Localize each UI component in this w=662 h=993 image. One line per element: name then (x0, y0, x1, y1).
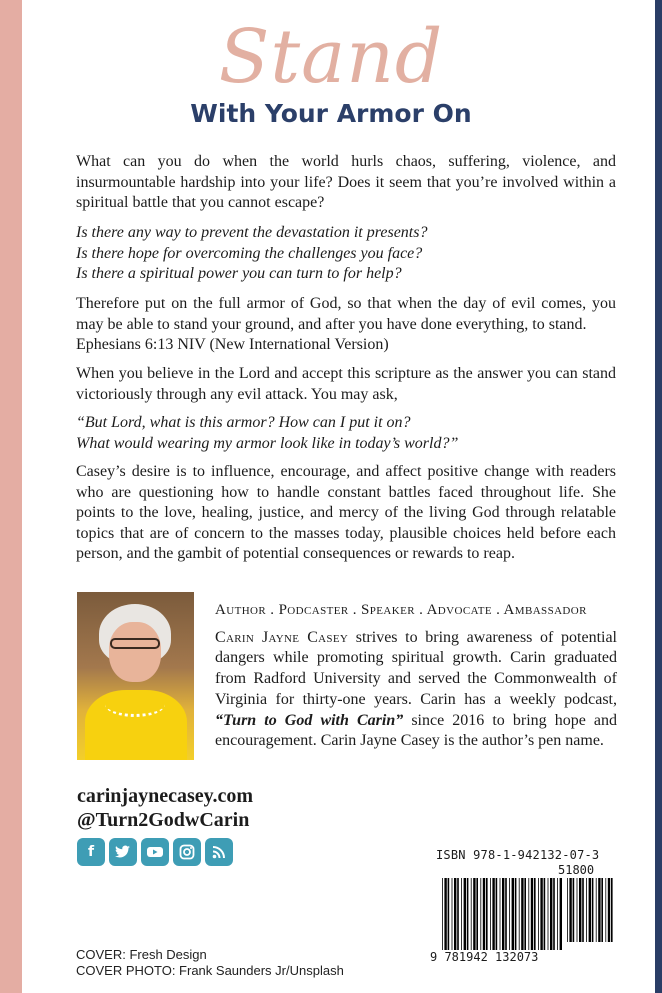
barcode-bar (444, 878, 446, 950)
barcode-bar (492, 878, 494, 950)
barcode-bar (505, 878, 507, 950)
barcode-bar (448, 878, 450, 950)
scripture-text: Therefore put on the full armor of God, so that when the day of evil comes, you may be able to stand your ground, and after you have done everything, to stand. (76, 295, 616, 333)
barcode-bar (596, 878, 597, 942)
barcode-bar (577, 878, 578, 942)
author-bio-part-1: strives to bring awareness of potential dangers while promoting spiritual growth. Carin graduated from Radford University and served the Commonwealth of Virginia for thirty-one years. Carin has a weekly podcast, (215, 628, 617, 708)
cover-photo-credit: COVER PHOTO: Frank Saunders Jr/Unsplash (76, 963, 344, 978)
barcode-bar (573, 878, 575, 942)
author-bio-block (215, 600, 617, 752)
barcode-bar (442, 878, 443, 950)
barcode-bar (534, 878, 536, 950)
barcode-bar (553, 878, 555, 950)
barcode-bar (515, 878, 517, 950)
barcode-bar (531, 878, 533, 950)
barcode-bar (464, 878, 466, 950)
facebook-icon[interactable]: f (77, 838, 105, 866)
barcode-bar (490, 878, 491, 950)
barcode-addon-bars (567, 878, 613, 942)
believe-paragraph (76, 364, 616, 405)
scripture-reference: Ephesians 6:13 NIV (New International Version) (76, 336, 389, 353)
barcode-bar (601, 878, 603, 942)
rss-icon[interactable] (205, 838, 233, 866)
scripture-paragraph (76, 294, 616, 356)
twitter-icon[interactable] (109, 838, 137, 866)
isbn-barcode (430, 848, 620, 966)
armor-questions (76, 413, 616, 454)
desire-text: Casey’s desire is to influence, encourage, and affect positive change with readers who are questioning how to handle constant battles faced throughout life. She points to the love, healing, justice, and mercy of the living God through relatable topics that are of concern to the masses today, plausible choices held before each person, and the gambit of potential consequences or rewards to reap. (76, 463, 616, 562)
barcode-bar (557, 878, 558, 950)
barcode-bar (538, 878, 539, 950)
barcode-bar (605, 878, 606, 942)
author-photo (77, 592, 194, 760)
barcode-bar (569, 878, 571, 942)
barcode-bar (608, 878, 610, 942)
question-2: Is there hope for overcoming the challenges you face? (76, 244, 423, 262)
cover-credits (76, 947, 344, 979)
price-code: 51800 (558, 863, 595, 877)
question-3: Is there a spiritual power you can turn to for help? (76, 265, 402, 282)
podcast-title: “Turn to God with Carin” (215, 711, 404, 729)
barcode-bar (473, 878, 475, 950)
instagram-icon[interactable] (173, 838, 201, 866)
author-bio (215, 628, 617, 752)
barcode-bar (519, 878, 520, 950)
barcode-bar (550, 878, 552, 950)
barcode-bar (560, 878, 562, 950)
barcode-bar (586, 878, 587, 942)
barcode-bar (521, 878, 523, 950)
barcode-bar (502, 878, 504, 950)
barcode-bar (471, 878, 472, 950)
author-name: Carin Jayne Casey (215, 628, 349, 646)
barcode-bar (486, 878, 488, 950)
barcode-bar (528, 878, 529, 950)
barcode-bar (611, 878, 613, 942)
barcode-bar (454, 878, 456, 950)
intro-text: What can you do when the world hurls chaos, suffering, violence, and insurmountable hardship into your life? Does it seem that you’re involved within a spiritual battle that you cannot escape? (76, 153, 616, 211)
left-accent-band (0, 0, 22, 993)
right-accent-band (655, 0, 662, 993)
author-roles: Author . Podcaster . Speaker . Advocate . Ambassador (215, 602, 587, 618)
title-script: Stand (218, 14, 444, 100)
question-1: Is there any way to prevent the devastation it presents? (76, 224, 428, 241)
barcode-bar (589, 878, 591, 942)
social-icons (77, 838, 233, 866)
barcode-bar (509, 878, 510, 950)
barcode-bar (480, 878, 481, 950)
barcode-bar (512, 878, 514, 950)
barcode-bar (540, 878, 542, 950)
contact-block (77, 784, 253, 832)
subtitle: With Your Armor On (190, 99, 472, 128)
barcode-bar (548, 878, 549, 950)
question-5: What would wearing my armor look like in today’s world?” (76, 434, 459, 452)
website-link[interactable]: carinjaynecasey.com (77, 785, 254, 807)
barcode-bar (579, 878, 581, 942)
barcode-bar (461, 878, 462, 950)
desire-paragraph (76, 462, 616, 565)
question-list (76, 223, 616, 285)
youtube-icon[interactable] (141, 838, 169, 866)
barcode-main-bars (442, 878, 562, 950)
author-bio-part-2: since 2016 to bring hope and encouragement. Carin Jayne Casey is the author’s pen name. (215, 711, 618, 750)
cover-design-credit: COVER: Fresh Design (76, 947, 207, 962)
barcode-bar (582, 878, 584, 942)
social-handle[interactable]: @Turn2GodwCarin (77, 809, 250, 831)
question-4: “But Lord, what is this armor? How can I put it on? (76, 414, 411, 431)
barcode-bar (467, 878, 469, 950)
barcode-bar (592, 878, 594, 942)
barcode-bar (524, 878, 526, 950)
barcode-bar (500, 878, 501, 950)
believe-text: When you believe in the Lord and accept this scripture as the answer you can stand victoriously through any evil attack. You may ask, (76, 365, 616, 403)
barcode-bar (452, 878, 453, 950)
barcode-bar (544, 878, 546, 950)
barcode-bar (598, 878, 600, 942)
barcode-bar (476, 878, 478, 950)
isbn-label: ISBN 978-1-942132-07-3 (436, 848, 600, 862)
barcode-digits: 9 781942 132073 (430, 950, 539, 964)
barcode-bar (567, 878, 568, 942)
intro-paragraph (76, 152, 616, 214)
barcode-bar (496, 878, 498, 950)
barcode-bar (483, 878, 485, 950)
barcode-bar (457, 878, 459, 950)
